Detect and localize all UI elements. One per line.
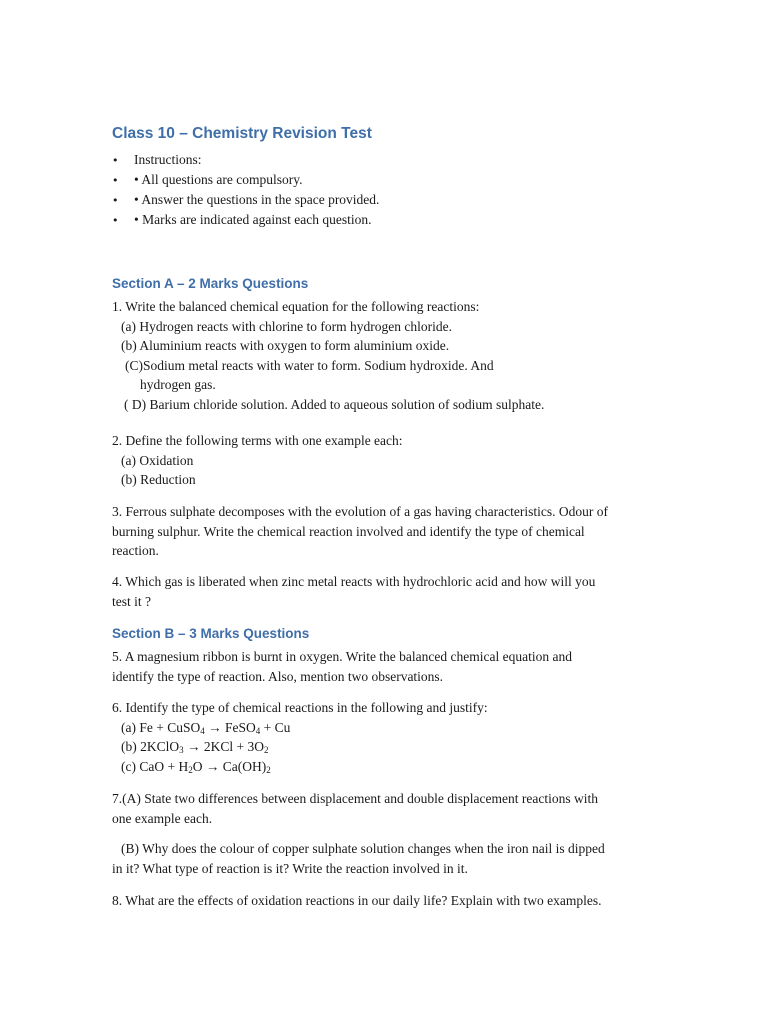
equation-a: (a) Fe + CuSO$_4$ → FeSO$_4$ + Cu [121,719,291,736]
question-text: 6. Identify the type of chemical reactions in the following and justify: [112,700,488,715]
question-7b [112,839,672,878]
question-3 [112,502,672,561]
question-text: in it? What type of reaction is it? Write the reaction involved in it. [112,860,468,876]
question-text: one example each. [112,810,213,826]
question-part-continued: hydrogen gas. [140,377,216,392]
question-text: 2. Define the following terms with one example each: [112,433,403,448]
question-part: (a) Oxidation [121,452,194,468]
question-4 [112,572,672,611]
question-text: 7.(A) State two differences between displacement and double displacement reactions with [112,791,598,806]
equation-c: (c) CaO + $H_2O \to Ca(OH)_2$ [121,758,271,775]
question-part: ( D) Barium chloride solution. Added to aqueous solution of sodium sulphate. [124,396,545,412]
question-2 [112,431,672,490]
question-part: (b) Reduction [121,472,196,487]
question-text: identify the type of reaction. Also, mention two observations. [112,668,444,684]
list-item [112,210,379,230]
bullet-icon: • [112,194,119,207]
bullet-icon: • [112,214,119,227]
section-b-heading: Section B – 3 Marks Questions [112,626,310,641]
bullet-icon: • [112,154,119,167]
instruction-text: • Marks are indicated against each question. [134,212,372,227]
question-part: (b) Aluminium reacts with oxygen to form aluminium oxide. [121,338,450,353]
question-1 [112,297,672,414]
question-7a [112,789,672,828]
question-text: 8. What are the effects of oxidation reactions in our daily life? Explain with two examples. [112,893,602,908]
question-part: (C)Sodium metal reacts with water to form. Sodium hydroxide. And [125,357,494,373]
question-text: 5. A magnesium ribbon is burnt in oxygen. Write the balanced chemical equation and [112,649,572,664]
question-text: burning sulphur. Write the chemical reaction involved and identify the type of chemical [112,523,585,539]
question-5 [112,647,672,686]
instruction-text: • Answer the questions in the space provided. [134,192,380,207]
section-a-heading: Section A – 2 Marks Questions [112,276,309,291]
instructions-list [112,150,379,230]
question-part: (a) Hydrogen reacts with chlorine to form hydrogen chloride. [121,318,453,334]
question-text: test it ? [112,593,151,609]
list-item [112,150,379,170]
instruction-text: Instructions: [134,152,202,167]
list-item [112,190,379,210]
equation-b: (b) 2KClO$_3$ → $2KCl + 3O_2$ [121,739,269,755]
question-text: 1. Write the balanced chemical equation for the following reactions: [112,299,480,314]
question-text: reaction. [112,543,159,558]
question-6 [112,698,672,776]
question-8 [112,891,672,911]
page-title: Class 10 – Chemistry Revision Test [112,125,372,142]
instruction-text: • All questions are compulsory. [134,172,303,187]
question-text: (B) Why does the colour of copper sulphate solution changes when the iron nail is dipped [121,841,605,856]
list-item [112,170,379,190]
question-text: 4. Which gas is liberated when zinc metal reacts with hydrochloric acid and how will you [112,574,596,589]
question-text: 3. Ferrous sulphate decomposes with the evolution of a gas having characteristics. Odour of [112,504,608,519]
bullet-icon: • [112,174,119,187]
